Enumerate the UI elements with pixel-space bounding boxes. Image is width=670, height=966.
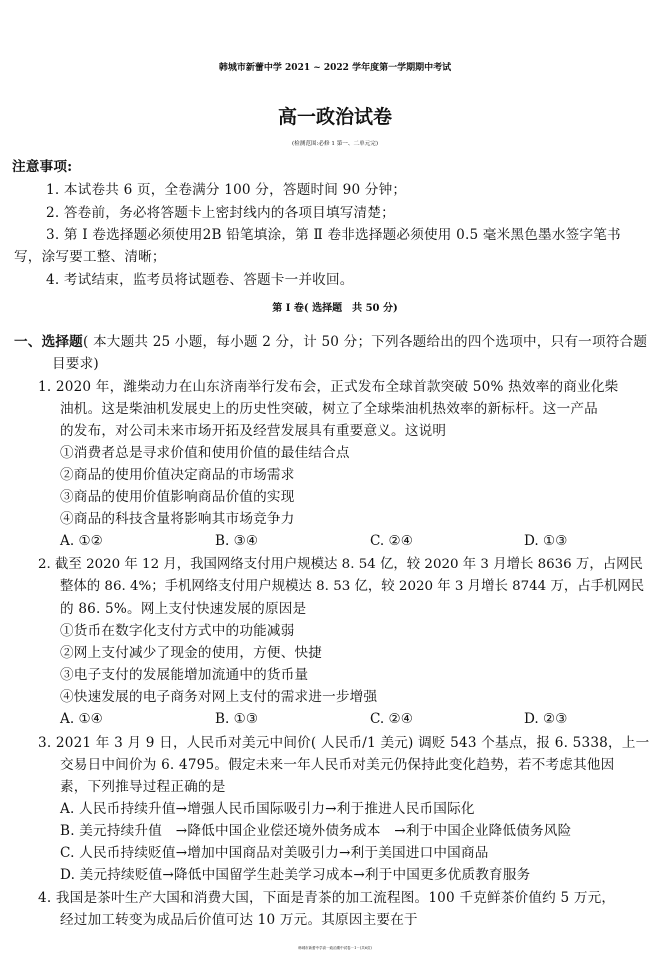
- question-2-statement: ③电子支付的发展能增加流通中的货币量: [60, 667, 309, 683]
- notice-item-continued: 写，涂写要工整、清晰；: [14, 249, 166, 265]
- question-2-option-d[interactable]: D. ②③: [524, 711, 568, 727]
- notice-item: 3. 第 Ⅰ 卷选择题必须使用2B 铅笔填涂，第 Ⅱ 卷非选择题必须使用 0.5 毫米黑色墨水签字笔书: [46, 227, 621, 243]
- question-2-option-a[interactable]: A. ①④: [60, 711, 103, 727]
- question-1-statement: ②商品的使用价值决定商品的市场需求: [60, 467, 295, 483]
- paper-title: 高一政治试卷: [277, 106, 392, 128]
- school-exam-title: 韩城市新蕾中学 2021 ~ 2022 学年度第一学期期中考试: [218, 63, 452, 73]
- question-2-statement: ①货币在数字化支付方式中的功能减弱: [60, 623, 295, 639]
- question-1-stem: 1. 2020 年，潍柴动力在山东济南举行发布会，正式发布全球首款突破 50% 热效率的商业化柴: [38, 379, 619, 395]
- notice-item: 1. 本试卷共 6 页，全卷满分 100 分，答题时间 90 分钟；: [46, 182, 407, 198]
- question-3-stem: 交易日中间价为 6. 4795。假定未来一年人民币对美元仍保持此变化趋势，若不考虑其他因: [60, 757, 615, 773]
- question-2-stem: 的 86. 5%。网上支付快速发展的原因是: [60, 601, 307, 617]
- notice-item: 2. 答卷前，务必将答题卡上密封线内的各项目填写清楚；: [46, 205, 395, 221]
- question-1-option-d[interactable]: D. ①③: [524, 533, 568, 549]
- section-intro: [14, 332, 647, 352]
- question-1-statement: ①消费者总是寻求价值和使用价值的最佳结合点: [60, 445, 350, 461]
- question-3-option-c[interactable]: C. 人民币持续贬值→增加中国商品对美吸引力→利于美国进口中国商品: [60, 845, 489, 861]
- question-3-stem: 3. 2021 年 3 月 9 日，人民币对美元中间价( 人民币/1 美元) 调贬 543 个基点，报 6. 5338，上一: [38, 735, 650, 751]
- page-footer: 韩城市新蕾中学高一政治期中试卷－1－(共6页): [298, 946, 372, 950]
- question-1-stem: 油机。这是柴油机发展史上的历史性突破，树立了全球柴油机热效率的新标杆。这一产品: [60, 401, 598, 417]
- question-1-statement: ④商品的科技含量将影响其市场竞争力: [60, 511, 295, 527]
- section-intro-label: 一、选择题: [14, 334, 83, 350]
- question-2-statement: ②网上支付减少了现金的使用，方便、快捷: [60, 645, 323, 661]
- question-2-option-b[interactable]: B. ①③: [215, 711, 259, 727]
- question-1-option-c[interactable]: C. ②④: [370, 533, 413, 549]
- section-intro-text: ( 本大题共 25 小题，每小题 2 分，计 50 分；下列各题给出的四个选项中，只有一项符合题: [82, 334, 648, 350]
- question-1-stem: 的发布，对公司未来市场开拓及经营发展具有重要意义。这说明: [60, 423, 447, 439]
- question-3-option-b[interactable]: B. 美元持续升值 →降低中国企业偿还境外债务成本 →利于中国企业降低债务风险: [60, 823, 572, 839]
- notice-item: 4. 考试结束，监考员将试题卷、答题卡一并收回。: [46, 272, 354, 288]
- question-3-option-d[interactable]: D. 美元持续贬值→降低中国留学生赴美学习成本→利于中国更多优质教育服务: [60, 867, 531, 883]
- exam-scope: (检测范围:必修 1 第一、二单元完): [291, 141, 379, 147]
- question-2-stem: 整体的 86. 4%；手机网络支付用户规模达 8. 53 亿，较 2020 年 3 月增长 8744 万，占手机网民: [60, 579, 645, 594]
- question-2-statement: ④快速发展的电子商务对网上支付的需求进一步增强: [60, 689, 378, 705]
- question-4-stem: 经过加工转变为成品后价值可达 10 万元。其原因主要在于: [60, 912, 418, 928]
- question-3-stem: 素，下列推导过程正确的是: [60, 779, 226, 795]
- section-intro-continued: 目要求): [52, 356, 99, 372]
- question-2-stem: 2. 截至 2020 年 12 月，我国网络支付用户规模达 8. 54 亿，较 2020 年 3 月增长 8636 万，占网民: [38, 557, 643, 572]
- section-title: 第 Ⅰ 卷( 选择题 共 50 分): [272, 303, 398, 314]
- question-2-option-c[interactable]: C. ②④: [370, 711, 413, 727]
- notice-heading: 注意事项:: [12, 159, 73, 175]
- question-1-option-b[interactable]: B. ③④: [215, 533, 259, 549]
- question-3-option-a[interactable]: A. 人民币持续升值→增强人民币国际吸引力→利于推进人民币国际化: [60, 801, 475, 817]
- question-1-statement: ③商品的使用价值影响商品价值的实现: [60, 489, 295, 505]
- question-1-option-a[interactable]: A. ①②: [60, 533, 103, 549]
- question-4-stem: 4. 我国是茶叶生产大国和消费大国，下面是青茶的加工流程图。100 千克鲜茶价值约 5 万元，: [38, 890, 616, 906]
